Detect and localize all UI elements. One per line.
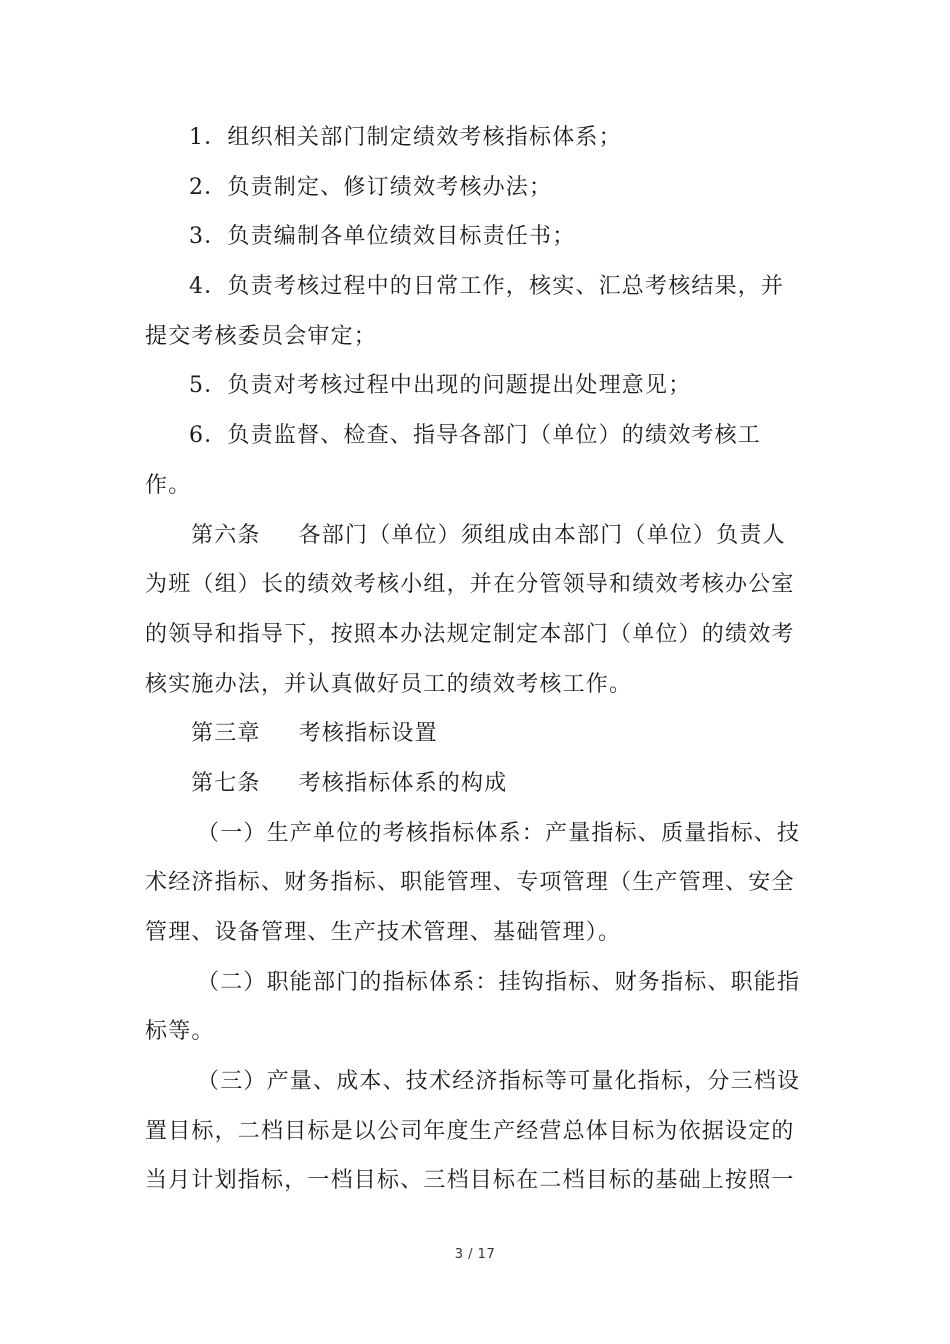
chapter-3-line [145, 709, 807, 759]
article-6-line-3: 的领导和指导下，按照本办法规定制定本部门（单位）的绩效考 [145, 621, 795, 647]
article-7-heading: 第七条 [191, 770, 261, 796]
duty-item-2: 2．负责制定、修订绩效考核办法； [189, 174, 553, 200]
subsection-1-line-1: （一）生产单位的考核指标体系：产量指标、质量指标、技 [197, 820, 801, 846]
subsection-3-line-2: 置目标，二档目标是以公司年度生产经营总体目标为依据设定的 [145, 1118, 795, 1144]
subsection-1-line-2: 术经济指标、财务指标、职能管理、专项管理（生产管理、安全 [145, 870, 795, 896]
subsection-3-line-1: （三）产量、成本、技术经济指标等可量化指标，分三档设 [197, 1069, 801, 1095]
duty-item-5: 5．负责对考核过程中出现的问题提出处理意见； [189, 373, 692, 399]
article-7-line [145, 759, 807, 809]
chapter-3-heading: 第三章 [191, 721, 261, 747]
duty-item-6: 6．负责监督、检查、指导各部门（单位）的绩效考核工 [189, 423, 761, 449]
chapter-3-title: 考核指标设置 [298, 721, 438, 747]
subsection-2-line-1: （二）职能部门的指标体系：挂钩指标、财务指标、职能指 [197, 969, 801, 995]
duty-item-3: 3．负责编制各单位绩效目标责任书； [189, 224, 576, 250]
article-6-line-2: 为班（组）长的绩效考核小组，并在分管领导和绩效考核办公室 [145, 572, 795, 598]
page-number: 3 / 17 [454, 1247, 496, 1262]
duty-item-1: 1．组织相关部门制定绩效考核指标体系； [189, 125, 622, 150]
duty-item-4: 4．负责考核过程中的日常工作，核实、汇总考核结果，并 [189, 274, 785, 300]
article-6-heading: 第六条 [191, 522, 261, 548]
duty-item-6-continued: 作。 [145, 472, 192, 498]
article-6-first-line [145, 511, 807, 561]
article-6-text: 各部门（单位）须组成由本部门（单位）负责人 [298, 522, 786, 548]
subsection-2-line-2: 标等。 [145, 1019, 215, 1045]
article-7-title: 考核指标体系的构成 [298, 770, 508, 796]
subsection-3-line-3: 当月计划指标，一档目标、三档目标在二档目标的基础上按照一 [145, 1168, 795, 1194]
duty-item-4-continued: 提交考核委员会审定； [145, 323, 378, 349]
document-body [145, 113, 807, 1206]
subsection-1-line-3: 管理、设备管理、生产技术管理、基础管理）。 [145, 920, 622, 945]
article-6-line-4: 核实施办法，并认真做好员工的绩效考核工作。 [145, 671, 633, 697]
